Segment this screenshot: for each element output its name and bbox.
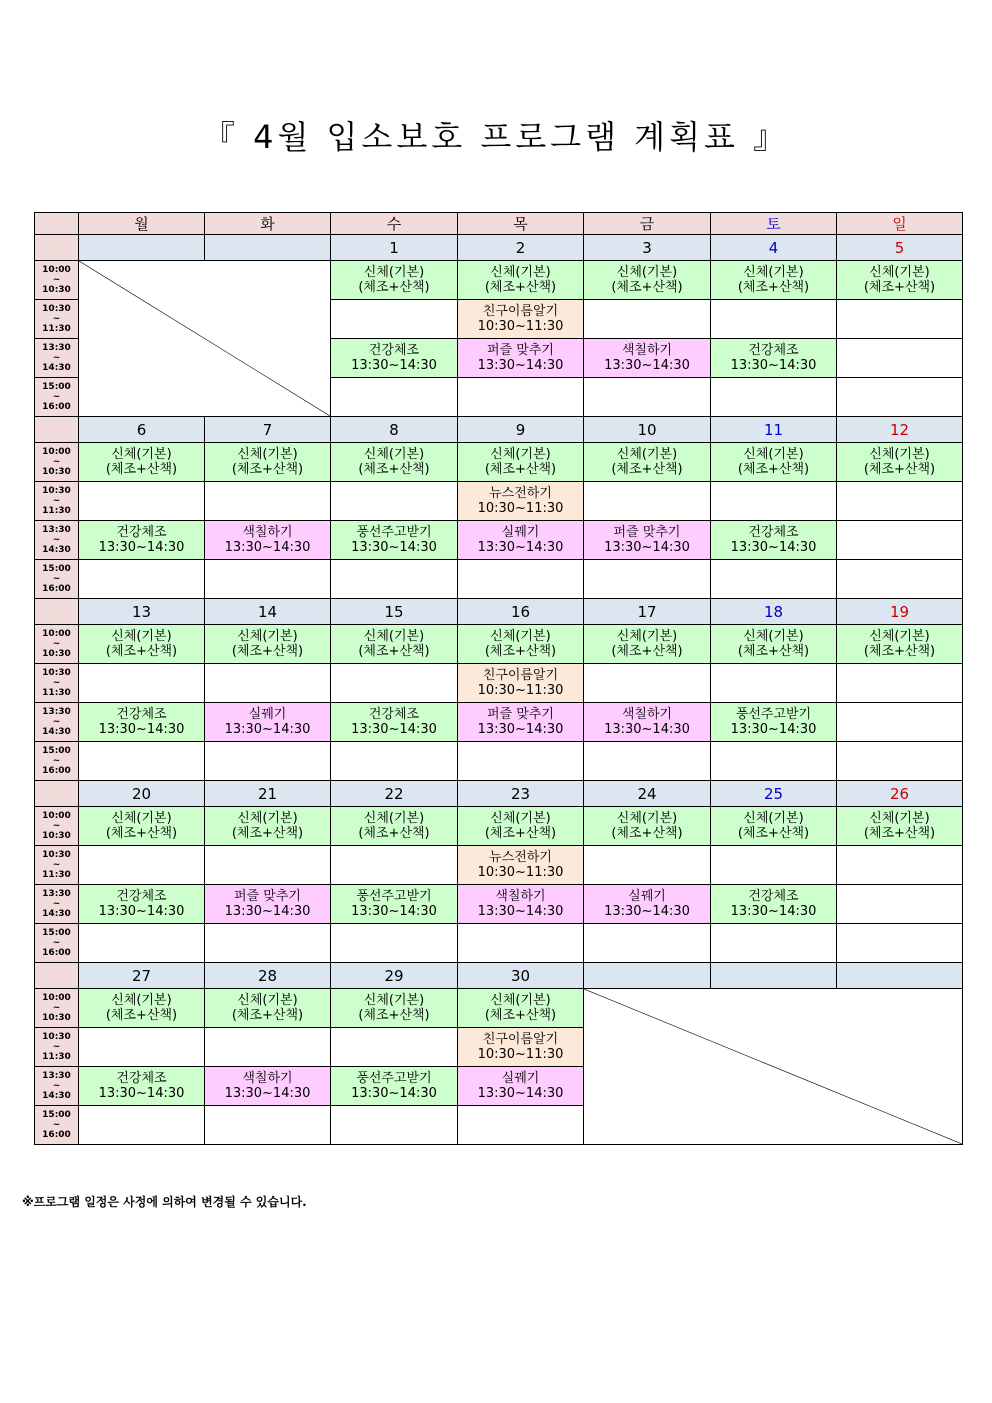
program-basic-exercise: 신체(기본) (체조+산책) xyxy=(458,989,584,1028)
week-1-date-row xyxy=(35,235,963,261)
time-label: 10:30 ~ 11:30 xyxy=(35,482,79,521)
date-cell: 20 xyxy=(79,781,205,807)
program-basic-exercise: 신체(기본) (체조+산책) xyxy=(331,807,458,846)
empty-diagonal-cell xyxy=(584,989,963,1145)
empty-slot xyxy=(458,924,584,963)
program-yarn: 실꿰기 13:30~14:30 xyxy=(584,885,711,924)
weekday-fri: 금 xyxy=(584,213,711,235)
time-label: 13:30 ~ 14:30 xyxy=(35,885,79,924)
empty-slot xyxy=(205,742,331,781)
program-news: 뉴스전하기 10:30~11:30 xyxy=(458,482,584,521)
calendar-table xyxy=(34,212,963,1145)
program-yarn: 실꿰기 13:30~14:30 xyxy=(458,1067,584,1106)
program-basic-exercise: 신체(기본) (체조+산책) xyxy=(711,625,837,664)
program-basic-exercise: 신체(기본) (체조+산책) xyxy=(331,261,458,300)
week-4-date-row xyxy=(35,781,963,807)
program-health-exercise: 건강체조 13:30~14:30 xyxy=(79,1067,205,1106)
empty-slot xyxy=(331,924,458,963)
program-coloring: 색칠하기 13:30~14:30 xyxy=(584,703,711,742)
program-basic-exercise: 신체(기본) (체조+산책) xyxy=(205,443,331,482)
date-cell-sun: 5 xyxy=(837,235,963,261)
date-cell: 1 xyxy=(331,235,458,261)
empty-slot xyxy=(331,560,458,599)
empty-slot xyxy=(458,1106,584,1145)
empty-slot xyxy=(205,560,331,599)
date-cell: 16 xyxy=(458,599,584,625)
empty-slot xyxy=(837,885,963,924)
empty-slot xyxy=(837,664,963,703)
empty-slot xyxy=(79,924,205,963)
empty-slot xyxy=(837,560,963,599)
program-health-exercise: 건강체조 13:30~14:30 xyxy=(79,521,205,560)
empty-slot xyxy=(837,703,963,742)
empty-slot xyxy=(331,1106,458,1145)
empty-slot xyxy=(837,846,963,885)
date-cell: 21 xyxy=(205,781,331,807)
program-health-exercise: 건강체조 13:30~14:30 xyxy=(79,703,205,742)
time-slot-row xyxy=(35,443,963,482)
time-label: 15:00 ~ 16:00 xyxy=(35,1106,79,1145)
empty-slot xyxy=(331,378,458,417)
date-cell-sat xyxy=(711,963,837,989)
empty-slot xyxy=(79,742,205,781)
program-basic-exercise: 신체(기본) (체조+산책) xyxy=(837,807,963,846)
date-cell-sat: 18 xyxy=(711,599,837,625)
program-basic-exercise: 신체(기본) (체조+산책) xyxy=(79,807,205,846)
empty-slot xyxy=(584,378,711,417)
empty-slot xyxy=(584,560,711,599)
time-label: 10:30 ~ 11:30 xyxy=(35,664,79,703)
program-coloring: 색칠하기 13:30~14:30 xyxy=(458,885,584,924)
time-label: 10:00 ~ 10:30 xyxy=(35,261,79,300)
empty-slot xyxy=(79,846,205,885)
empty-slot xyxy=(837,339,963,378)
weekday-sun: 일 xyxy=(837,213,963,235)
program-basic-exercise: 신체(기본) (체조+산책) xyxy=(711,807,837,846)
date-cell: 13 xyxy=(79,599,205,625)
empty-slot xyxy=(584,846,711,885)
date-cell: 8 xyxy=(331,417,458,443)
empty-slot xyxy=(711,742,837,781)
empty-slot xyxy=(205,482,331,521)
program-health-exercise: 건강체조 13:30~14:30 xyxy=(331,703,458,742)
empty-slot xyxy=(79,664,205,703)
date-cell: 14 xyxy=(205,599,331,625)
program-news: 뉴스전하기 10:30~11:30 xyxy=(458,846,584,885)
weekday-wed: 수 xyxy=(331,213,458,235)
empty-slot xyxy=(331,742,458,781)
date-row-label xyxy=(35,417,79,443)
time-slot-row xyxy=(35,846,963,885)
empty-slot xyxy=(205,924,331,963)
program-yarn: 실꿰기 13:30~14:30 xyxy=(205,703,331,742)
date-cell: 2 xyxy=(458,235,584,261)
date-cell: 22 xyxy=(331,781,458,807)
empty-slot xyxy=(711,924,837,963)
time-slot-row xyxy=(35,560,963,599)
time-label: 15:00 ~ 16:00 xyxy=(35,560,79,599)
time-label: 13:30 ~ 14:30 xyxy=(35,1067,79,1106)
program-puzzle: 퍼즐 맞추기 13:30~14:30 xyxy=(205,885,331,924)
empty-slot xyxy=(837,521,963,560)
date-cell: 6 xyxy=(79,417,205,443)
program-puzzle: 퍼즐 맞추기 13:30~14:30 xyxy=(584,521,711,560)
program-balloon: 풍선주고받기 13:30~14:30 xyxy=(711,703,837,742)
time-slot-row xyxy=(35,924,963,963)
time-slot-row xyxy=(35,664,963,703)
date-cell-sat: 4 xyxy=(711,235,837,261)
date-row-label xyxy=(35,781,79,807)
date-cell-sat: 25 xyxy=(711,781,837,807)
week-2-date-row xyxy=(35,417,963,443)
time-label: 15:00 ~ 16:00 xyxy=(35,742,79,781)
program-friend-name: 친구이름알기 10:30~11:30 xyxy=(458,664,584,703)
program-balloon: 풍선주고받기 13:30~14:30 xyxy=(331,1067,458,1106)
time-label: 10:30 ~ 11:30 xyxy=(35,1028,79,1067)
empty-slot xyxy=(205,1028,331,1067)
program-basic-exercise: 신체(기본) (체조+산책) xyxy=(79,989,205,1028)
time-slot-row xyxy=(35,521,963,560)
weekday-mon: 월 xyxy=(79,213,205,235)
time-slot-row xyxy=(35,742,963,781)
program-puzzle: 퍼즐 맞추기 13:30~14:30 xyxy=(458,339,584,378)
date-cell xyxy=(584,963,711,989)
date-cell-sun xyxy=(837,963,963,989)
program-basic-exercise: 신체(기본) (체조+산책) xyxy=(584,807,711,846)
weekday-sat: 토 xyxy=(711,213,837,235)
date-cell: 23 xyxy=(458,781,584,807)
empty-slot xyxy=(711,846,837,885)
date-cell-sun: 26 xyxy=(837,781,963,807)
empty-slot xyxy=(458,560,584,599)
empty-slot xyxy=(711,300,837,339)
program-basic-exercise: 신체(기본) (체조+산책) xyxy=(711,261,837,300)
empty-slot xyxy=(584,664,711,703)
date-cell: 30 xyxy=(458,963,584,989)
date-cell: 27 xyxy=(79,963,205,989)
empty-slot xyxy=(458,378,584,417)
schedule-change-note: ※프로그램 일정은 사정에 의하여 변경될 수 있습니다. xyxy=(22,1195,307,1209)
date-cell: 7 xyxy=(205,417,331,443)
program-puzzle: 퍼즐 맞추기 13:30~14:30 xyxy=(458,703,584,742)
empty-slot xyxy=(837,378,963,417)
empty-slot xyxy=(458,742,584,781)
time-label: 15:00 ~ 16:00 xyxy=(35,924,79,963)
program-health-exercise: 건강체조 13:30~14:30 xyxy=(331,339,458,378)
empty-slot xyxy=(331,482,458,521)
program-basic-exercise: 신체(기본) (체조+산책) xyxy=(79,443,205,482)
empty-slot xyxy=(584,300,711,339)
empty-slot xyxy=(584,482,711,521)
program-coloring: 색칠하기 13:30~14:30 xyxy=(205,521,331,560)
program-friend-name: 친구이름알기 10:30~11:30 xyxy=(458,1028,584,1067)
diagonal-line xyxy=(79,261,330,416)
empty-slot xyxy=(79,482,205,521)
date-cell: 24 xyxy=(584,781,711,807)
empty-slot xyxy=(205,664,331,703)
empty-slot xyxy=(79,1028,205,1067)
empty-slot xyxy=(837,300,963,339)
time-slot-row xyxy=(35,989,963,1028)
program-basic-exercise: 신체(기본) (체조+산책) xyxy=(837,625,963,664)
empty-slot xyxy=(837,482,963,521)
time-label: 13:30 ~ 14:30 xyxy=(35,339,79,378)
time-label: 10:30 ~ 11:30 xyxy=(35,846,79,885)
empty-slot xyxy=(79,1106,205,1145)
program-balloon: 풍선주고받기 13:30~14:30 xyxy=(331,521,458,560)
program-basic-exercise: 신체(기본) (체조+산책) xyxy=(79,625,205,664)
date-cell-sun: 12 xyxy=(837,417,963,443)
time-slot-row xyxy=(35,625,963,664)
time-slot-row xyxy=(35,885,963,924)
program-health-exercise: 건강체조 13:30~14:30 xyxy=(79,885,205,924)
date-cell: 15 xyxy=(331,599,458,625)
empty-slot xyxy=(837,924,963,963)
date-cell: 29 xyxy=(331,963,458,989)
empty-slot xyxy=(837,742,963,781)
program-basic-exercise: 신체(기본) (체조+산책) xyxy=(331,625,458,664)
time-label: 10:00 ~ 10:30 xyxy=(35,989,79,1028)
time-label: 10:00 ~ 10:30 xyxy=(35,625,79,664)
time-label: 13:30 ~ 14:30 xyxy=(35,521,79,560)
time-slot-row xyxy=(35,261,963,300)
time-slot-row xyxy=(35,807,963,846)
time-label: 15:00 ~ 16:00 xyxy=(35,378,79,417)
time-label: 10:00 ~ 10:30 xyxy=(35,807,79,846)
time-label: 10:00 ~ 10:30 xyxy=(35,443,79,482)
time-label: 10:30 ~ 11:30 xyxy=(35,300,79,339)
date-row-label xyxy=(35,599,79,625)
program-basic-exercise: 신체(기본) (체조+산책) xyxy=(458,443,584,482)
empty-slot xyxy=(584,924,711,963)
date-cell xyxy=(205,235,331,261)
week-3-date-row xyxy=(35,599,963,625)
program-basic-exercise: 신체(기본) (체조+산책) xyxy=(205,807,331,846)
weekday-thu: 목 xyxy=(458,213,584,235)
empty-slot xyxy=(205,846,331,885)
empty-slot xyxy=(711,664,837,703)
time-label: 13:30 ~ 14:30 xyxy=(35,703,79,742)
date-row-label xyxy=(35,235,79,261)
program-health-exercise: 건강체조 13:30~14:30 xyxy=(711,521,837,560)
program-health-exercise: 건강체조 13:30~14:30 xyxy=(711,885,837,924)
empty-slot xyxy=(711,560,837,599)
date-cell-sun: 19 xyxy=(837,599,963,625)
empty-slot xyxy=(711,482,837,521)
empty-slot xyxy=(79,560,205,599)
program-friend-name: 친구이름알기 10:30~11:30 xyxy=(458,300,584,339)
empty-slot xyxy=(711,378,837,417)
date-cell xyxy=(79,235,205,261)
header-corner xyxy=(35,213,79,235)
program-basic-exercise: 신체(기본) (체조+산책) xyxy=(205,625,331,664)
program-coloring: 색칠하기 13:30~14:30 xyxy=(584,339,711,378)
date-cell: 10 xyxy=(584,417,711,443)
program-basic-exercise: 신체(기본) (체조+산책) xyxy=(837,261,963,300)
program-calendar xyxy=(34,212,963,1145)
program-basic-exercise: 신체(기본) (체조+산책) xyxy=(331,443,458,482)
program-basic-exercise: 신체(기본) (체조+산책) xyxy=(837,443,963,482)
diagonal-line xyxy=(584,989,962,1144)
program-basic-exercise: 신체(기본) (체조+산책) xyxy=(711,443,837,482)
empty-slot xyxy=(331,300,458,339)
date-cell: 9 xyxy=(458,417,584,443)
empty-slot xyxy=(331,846,458,885)
empty-slot xyxy=(331,1028,458,1067)
program-basic-exercise: 신체(기본) (체조+산책) xyxy=(458,807,584,846)
date-cell: 28 xyxy=(205,963,331,989)
program-basic-exercise: 신체(기본) (체조+산책) xyxy=(205,989,331,1028)
program-basic-exercise: 신체(기본) (체조+산책) xyxy=(458,625,584,664)
week-5-date-row xyxy=(35,963,963,989)
program-basic-exercise: 신체(기본) (체조+산책) xyxy=(458,261,584,300)
empty-slot xyxy=(584,742,711,781)
date-cell-sat: 11 xyxy=(711,417,837,443)
empty-diagonal-cell xyxy=(79,261,331,417)
program-basic-exercise: 신체(기본) (체조+산책) xyxy=(331,989,458,1028)
date-cell: 3 xyxy=(584,235,711,261)
empty-slot xyxy=(205,1106,331,1145)
time-slot-row xyxy=(35,482,963,521)
program-yarn: 실꿰기 13:30~14:30 xyxy=(458,521,584,560)
page-title: 『 4월 입소보호 프로그램 계획표 』 xyxy=(202,118,790,156)
program-basic-exercise: 신체(기본) (체조+산책) xyxy=(584,625,711,664)
program-balloon: 풍선주고받기 13:30~14:30 xyxy=(331,885,458,924)
program-coloring: 색칠하기 13:30~14:30 xyxy=(205,1067,331,1106)
program-basic-exercise: 신체(기본) (체조+산책) xyxy=(584,261,711,300)
program-health-exercise: 건강체조 13:30~14:30 xyxy=(711,339,837,378)
weekday-tue: 화 xyxy=(205,213,331,235)
date-row-label xyxy=(35,963,79,989)
time-slot-row xyxy=(35,703,963,742)
empty-slot xyxy=(331,664,458,703)
date-cell: 17 xyxy=(584,599,711,625)
program-basic-exercise: 신체(기본) (체조+산책) xyxy=(584,443,711,482)
weekday-header-row xyxy=(35,213,963,235)
